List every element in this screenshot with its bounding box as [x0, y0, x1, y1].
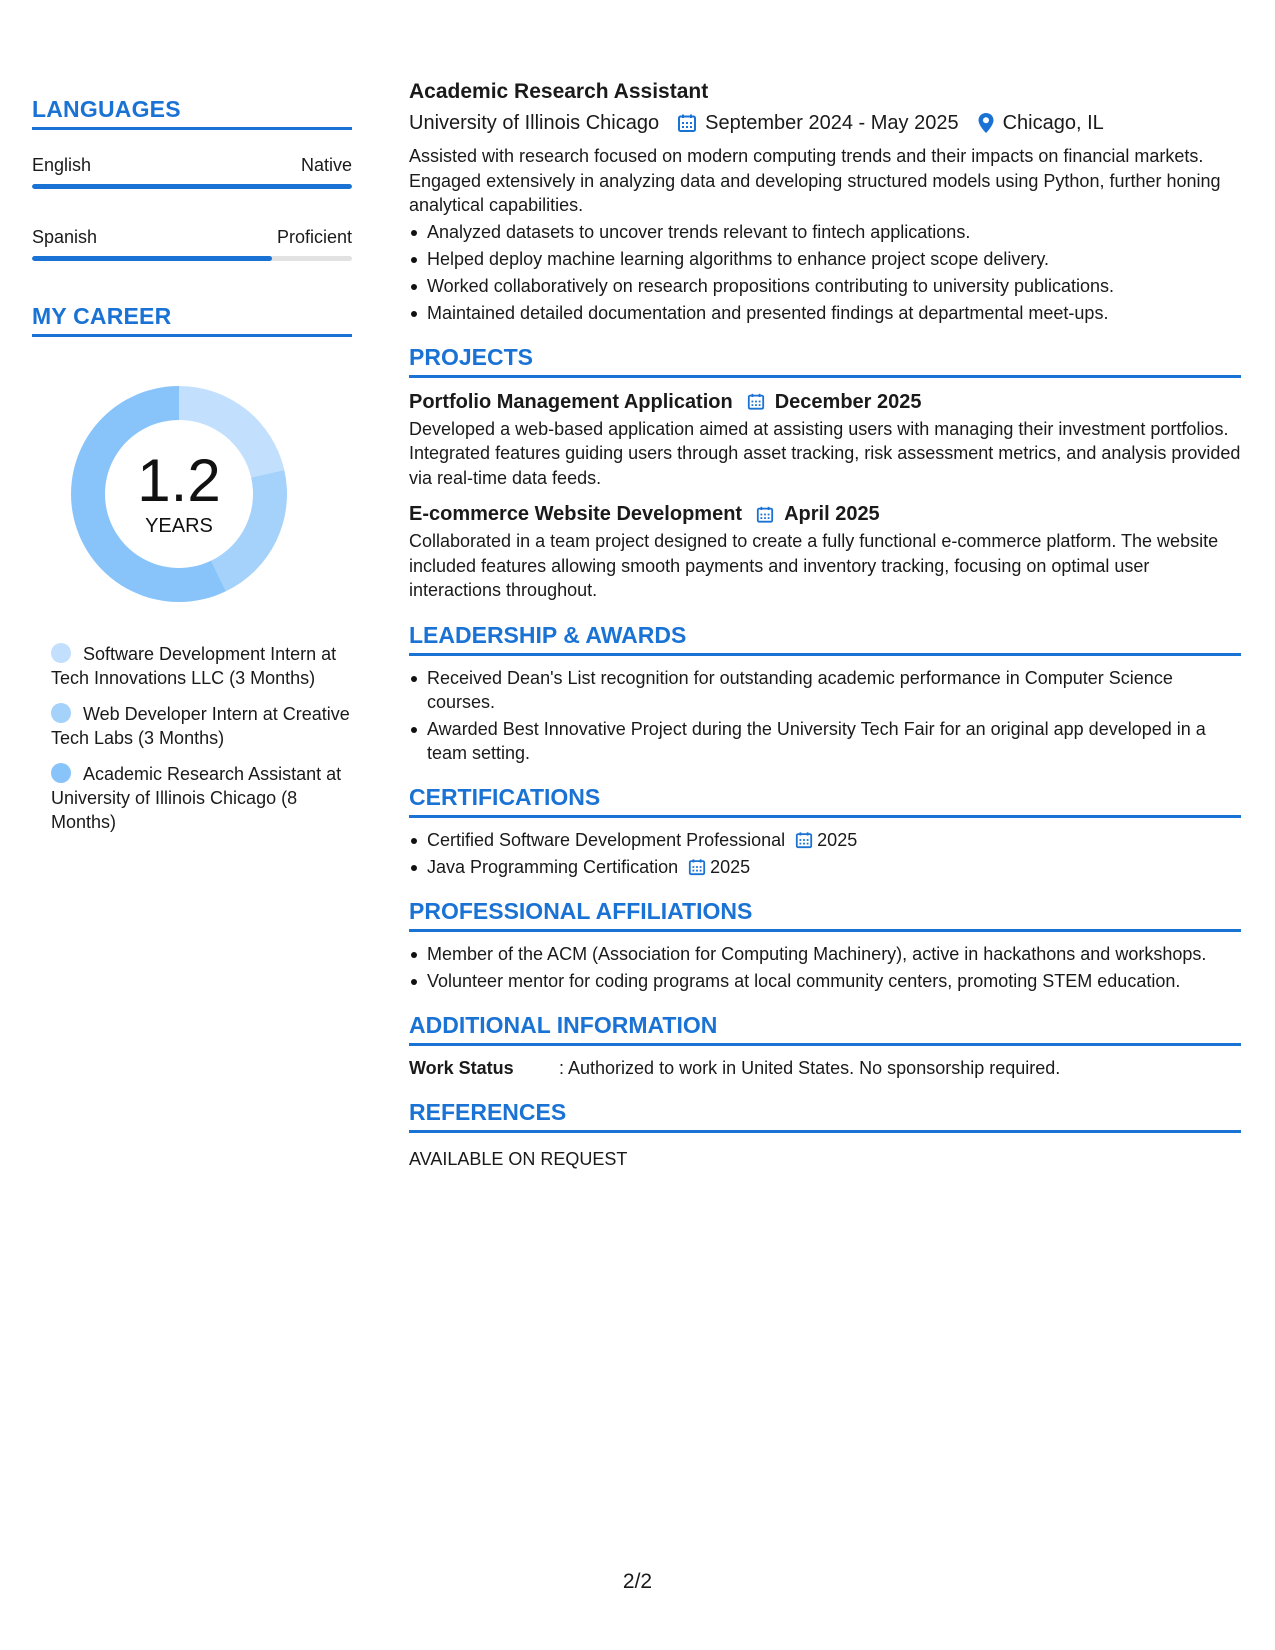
leadership-heading: LEADERSHIP & AWARDS: [409, 621, 1241, 656]
career-legend-label: Web Developer Intern at Creative Tech Labs (3 Months): [51, 704, 350, 748]
job-bullets: [409, 220, 1241, 325]
career-legend: [32, 642, 352, 834]
certification-name: Certified Software Development Professional: [427, 829, 786, 850]
certification-year: 2025: [817, 829, 858, 850]
page-number: 2/2: [622, 1570, 653, 1593]
list-item: Volunteer mentor for coding programs at local community centers, promoting STEM education.: [409, 969, 1241, 993]
references-heading: REFERENCES: [409, 1098, 1241, 1133]
references-text: AVAILABLE ON REQUEST: [409, 1148, 628, 1169]
language-item: [32, 226, 352, 261]
affiliations-heading: PROFESSIONAL AFFILIATIONS: [409, 897, 1241, 932]
legend-dot: [51, 703, 71, 723]
right-column: [409, 78, 1241, 1171]
job-summary: Assisted with research focused on modern computing trends and their impacts on financial markets. Engaged extensively in analyzing data and developing structured models using Python, further honing analytical capabilities.: [409, 146, 1221, 215]
legend-dot: [51, 643, 71, 663]
certification-year: 2025: [710, 856, 751, 877]
career-legend-label: Software Development Intern at Tech Innovations LLC (3 Months): [51, 644, 337, 688]
career-total-value: 1.2: [137, 446, 221, 514]
list-item: Maintained detailed documentation and presented findings at departmental meet-ups.: [409, 301, 1241, 325]
language-bar-fill: [32, 256, 272, 261]
language-bar-fill: [32, 184, 352, 189]
list-item: Member of the ACM (Association for Computing Machinery), active in hackathons and workshops.: [409, 942, 1241, 966]
additional-heading: ADDITIONAL INFORMATION: [409, 1011, 1241, 1046]
job-meta: [409, 108, 1241, 138]
legend-dot: [51, 763, 71, 783]
calendar-icon: [747, 392, 765, 411]
project-date: April 2025: [784, 503, 880, 525]
project-title: E-commerce Website Development: [409, 503, 743, 525]
left-column: [32, 96, 352, 846]
languages-heading: LANGUAGES: [32, 96, 352, 130]
calendar-icon: [795, 831, 813, 849]
career-legend-label: Academic Research Assistant at University of Illinois Chicago (8 Months): [51, 764, 342, 832]
list-item: Worked collaboratively on research propositions contributing to university publications.: [409, 274, 1241, 298]
work-status-label: Work Status: [409, 1057, 514, 1078]
career-total: [67, 382, 291, 606]
calendar-icon: [756, 505, 774, 524]
certifications-list: [409, 828, 1241, 879]
calendar-icon: [688, 858, 706, 876]
language-bar: [32, 256, 352, 261]
languages-list: [32, 154, 352, 261]
leadership-bullets: [409, 666, 1241, 765]
list-item: [409, 855, 1241, 879]
job-dates: September 2024 - May 2025: [705, 112, 959, 134]
affiliations-bullets: [409, 942, 1241, 993]
experience-entry: [409, 78, 1241, 325]
job-location: Chicago, IL: [1002, 112, 1104, 134]
work-status-value: : Authorized to work in United States. No sponsorship required.: [559, 1057, 1061, 1078]
list-item: Analyzed datasets to uncover trends relevant to fintech applications.: [409, 220, 1241, 244]
career-total-unit: YEARS: [145, 514, 213, 537]
career-legend-item: [51, 702, 352, 750]
career-legend-item: [51, 762, 352, 834]
project-entry: [409, 500, 1241, 603]
language-level: Proficient: [276, 227, 352, 247]
projects-heading: PROJECTS: [409, 343, 1241, 378]
career-donut-chart: [67, 382, 291, 606]
project-description: Developed a web-based application aimed at assisting users with managing their investment portfolios. Integrated features guiding users through asset tracking, risk assessment metrics, and analysis provided via real-time data feeds.: [409, 418, 1241, 488]
project-title: Portfolio Management Application: [409, 390, 733, 413]
map-pin-icon: [977, 112, 995, 134]
career-legend-item: [51, 642, 352, 690]
language-name: English: [32, 155, 92, 175]
career-heading: MY CAREER: [32, 303, 352, 337]
list-item: Helped deploy machine learning algorithms to enhance project scope delivery.: [409, 247, 1241, 271]
work-status-row: [409, 1056, 1241, 1080]
language-name: Spanish: [32, 227, 98, 247]
language-level: Native: [300, 155, 352, 175]
list-item: Awarded Best Innovative Project during the University Tech Fair for an original app developed in a team setting.: [409, 717, 1241, 765]
certification-name: Java Programming Certification: [427, 856, 679, 877]
calendar-icon: [677, 113, 697, 133]
project-description: Collaborated in a team project designed to create a fully functional e-commerce platform. The website included features allowing smooth payments and inventory tracking, focusing on optimal user interactions throughout.: [409, 531, 1219, 600]
list-item: [409, 828, 1241, 852]
list-item: Received Dean's List recognition for outstanding academic performance in Computer Science courses.: [409, 666, 1241, 714]
job-title: Academic Research Assistant: [409, 80, 709, 103]
language-bar: [32, 184, 352, 189]
certifications-heading: CERTIFICATIONS: [409, 783, 1241, 818]
project-entry: [409, 388, 1241, 491]
project-date: December 2025: [774, 390, 922, 413]
language-item: [32, 154, 352, 189]
company-name: University of Illinois Chicago: [409, 112, 660, 134]
